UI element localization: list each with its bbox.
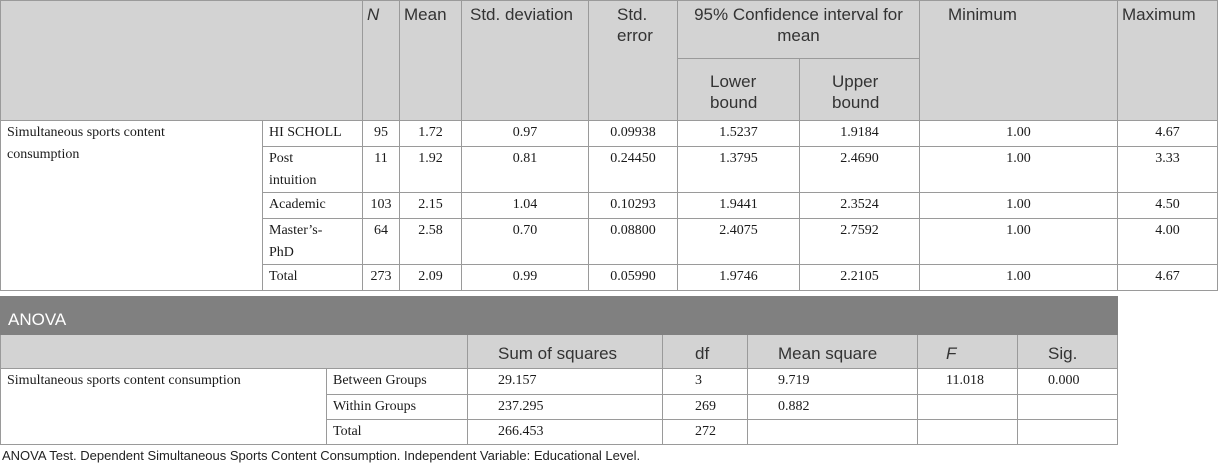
anova-header-blank	[1, 335, 468, 369]
variable-label: Simultaneous sports content consumption	[1, 121, 263, 291]
cell-sd: 0.70	[462, 219, 589, 265]
header-f: F	[918, 335, 1018, 369]
cell-min: 1.00	[920, 147, 1118, 193]
header-upper-bound: Upper bound	[800, 59, 920, 121]
cell-upper: 2.2105	[800, 265, 920, 291]
header-ci: 95% Confidence interval for mean	[678, 1, 920, 59]
header-minimum: Minimum	[920, 1, 1118, 121]
cell-ss: 237.295	[468, 395, 663, 420]
cell-sig	[1018, 420, 1118, 445]
cell-sig	[1018, 395, 1118, 420]
cell-min: 1.00	[920, 219, 1118, 265]
table-footnote: ANOVA Test. Dependent Simultaneous Sports Content Consumption. Independent Variable: Educational Level.	[2, 448, 641, 463]
header-df: df	[663, 335, 748, 369]
cell-mean: 2.09	[400, 265, 462, 291]
cell-sd: 0.99	[462, 265, 589, 291]
anova-variable-label: Simultaneous sports content consumption	[1, 369, 327, 445]
source-label: Total	[327, 420, 468, 445]
cell-ss: 29.157	[468, 369, 663, 395]
cell-f	[918, 395, 1018, 420]
cell-mean: 2.58	[400, 219, 462, 265]
cell-n: 11	[363, 147, 400, 193]
header-std-deviation: Std. deviation	[462, 1, 589, 121]
header-blank	[1, 1, 363, 121]
header-sum-of-squares: Sum of squares	[468, 335, 663, 369]
cell-max: 4.50	[1118, 193, 1218, 219]
group-label: Master’s-PhD	[263, 219, 363, 265]
cell-se: 0.05990	[589, 265, 678, 291]
cell-f: 11.018	[918, 369, 1018, 395]
header-n: N	[363, 1, 400, 121]
table-row	[1, 121, 1218, 147]
cell-max: 4.67	[1118, 265, 1218, 291]
group-label: Total	[263, 265, 363, 291]
cell-n: 95	[363, 121, 400, 147]
cell-lower: 1.9746	[678, 265, 800, 291]
cell-df: 269	[663, 395, 748, 420]
cell-max: 3.33	[1118, 147, 1218, 193]
cell-upper: 1.9184	[800, 121, 920, 147]
cell-mean: 2.15	[400, 193, 462, 219]
cell-se: 0.10293	[589, 193, 678, 219]
cell-se: 0.09938	[589, 121, 678, 147]
table-row	[1, 369, 1118, 395]
cell-upper: 2.3524	[800, 193, 920, 219]
cell-se: 0.08800	[589, 219, 678, 265]
group-label: Post intuition	[263, 147, 363, 193]
cell-min: 1.00	[920, 193, 1118, 219]
cell-sd: 1.04	[462, 193, 589, 219]
cell-df: 3	[663, 369, 748, 395]
cell-ms: 0.882	[748, 395, 918, 420]
cell-upper: 2.7592	[800, 219, 920, 265]
cell-sd: 0.81	[462, 147, 589, 193]
anova-title: ANOVA	[1, 297, 1118, 335]
header-sig: Sig.	[1018, 335, 1118, 369]
cell-n: 64	[363, 219, 400, 265]
cell-f	[918, 420, 1018, 445]
cell-n: 273	[363, 265, 400, 291]
cell-df: 272	[663, 420, 748, 445]
cell-ms: 9.719	[748, 369, 918, 395]
cell-n: 103	[363, 193, 400, 219]
source-label: Between Groups	[327, 369, 468, 395]
anova-table	[0, 296, 1118, 445]
header-mean-square: Mean square	[748, 335, 918, 369]
header-lower-bound: Lower bound	[678, 59, 800, 121]
cell-lower: 2.4075	[678, 219, 800, 265]
cell-min: 1.00	[920, 121, 1118, 147]
header-maximum: Maximum	[1118, 1, 1218, 121]
cell-sig: 0.000	[1018, 369, 1118, 395]
group-label: Academic	[263, 193, 363, 219]
cell-max: 4.00	[1118, 219, 1218, 265]
header-std-error: Std. error	[589, 1, 678, 121]
cell-lower: 1.9441	[678, 193, 800, 219]
group-label: HI SCHOLL	[263, 121, 363, 147]
source-label: Within Groups	[327, 395, 468, 420]
cell-ms	[748, 420, 918, 445]
cell-lower: 1.5237	[678, 121, 800, 147]
header-mean: Mean	[400, 1, 462, 121]
cell-mean: 1.72	[400, 121, 462, 147]
cell-se: 0.24450	[589, 147, 678, 193]
cell-sd: 0.97	[462, 121, 589, 147]
cell-lower: 1.3795	[678, 147, 800, 193]
cell-ss: 266.453	[468, 420, 663, 445]
cell-min: 1.00	[920, 265, 1118, 291]
cell-upper: 2.4690	[800, 147, 920, 193]
cell-max: 4.67	[1118, 121, 1218, 147]
cell-mean: 1.92	[400, 147, 462, 193]
